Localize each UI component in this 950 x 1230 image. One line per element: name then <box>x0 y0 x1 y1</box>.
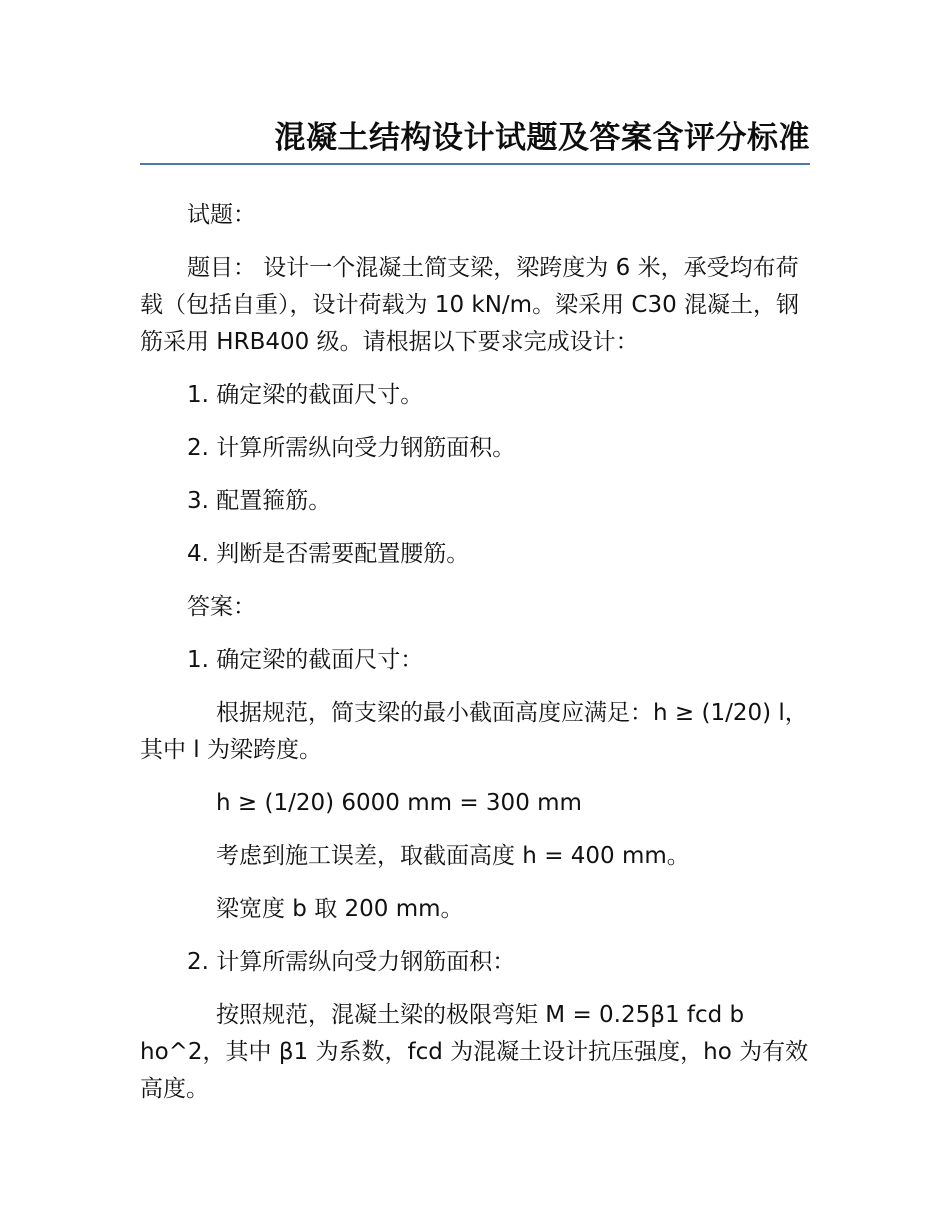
requirement-item: 1. 确定梁的截面尺寸。 <box>187 382 424 408</box>
questions-heading: 试题： <box>187 202 256 228</box>
document-title: 混凝土结构设计试题及答案含评分标准 <box>274 120 810 156</box>
answers-heading: 答案： <box>187 594 256 620</box>
answer1-paragraph: 梁宽度 b 取 200 mm。 <box>216 896 464 922</box>
answer1-paragraph: 根据规范，简支梁的最小截面高度应满足：h ≥ (1/20) l，其中 l 为梁跨度。 <box>140 700 808 763</box>
requirement-item: 4. 判断是否需要配置腰筋。 <box>187 541 470 567</box>
requirement-item: 2. 计算所需纵向受力钢筋面积。 <box>187 435 516 461</box>
answer2-paragraph: 按照规范，混凝土梁的极限弯矩 M = 0.25β1 fcd b ho^2，其中 β1 为系数，fcd 为混凝土设计抗压强度，ho 为有效高度。 <box>140 1002 809 1102</box>
answer1-heading: 1. 确定梁的截面尺寸： <box>187 647 424 673</box>
problem-statement: 题目： 设计一个混凝土简支梁，梁跨度为 6 米，承受均布荷载（包括自重），设计荷载为 10 kN/m。梁采用 C30 混凝土，钢筋采用 HRB400 级。请根据以下要求完成设计： <box>140 255 800 355</box>
requirement-item: 3. 配置箍筋。 <box>187 488 332 514</box>
answer2-heading: 2. 计算所需纵向受力钢筋面积： <box>187 949 516 975</box>
document-body <box>140 197 810 1124</box>
answer1-paragraph: 考虑到施工误差，取截面高度 h = 400 mm。 <box>216 843 690 869</box>
title-underline <box>140 163 810 165</box>
answer1-formula: h ≥ (1/20) 6000 mm = 300 mm <box>216 790 582 816</box>
